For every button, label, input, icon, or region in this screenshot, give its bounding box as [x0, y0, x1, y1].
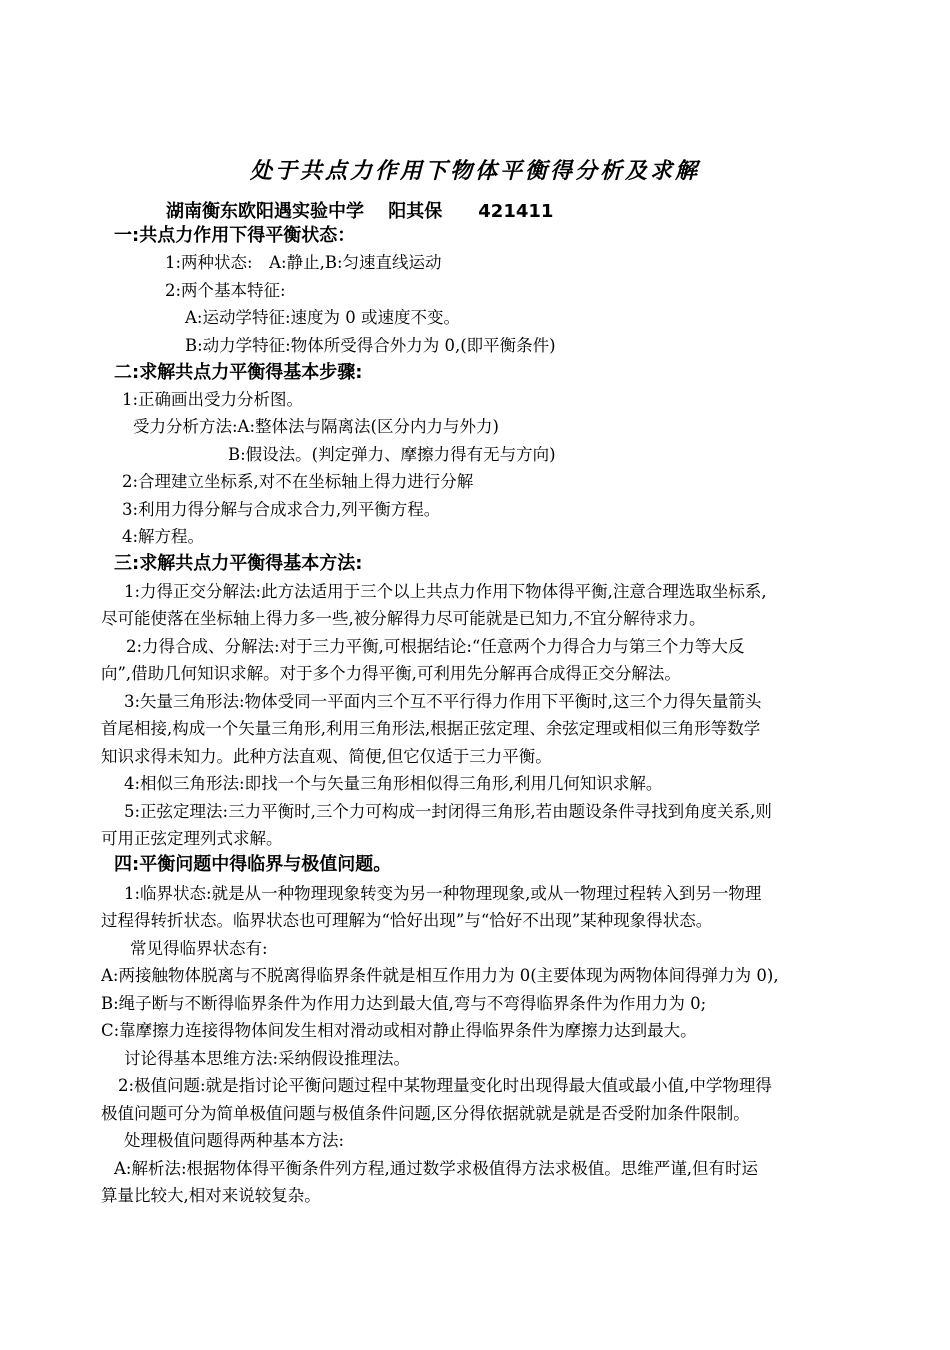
s1-line-3: A:运动学特征:速度为 0 或速度不变。 [185, 308, 461, 327]
s4-p3-line-1: 讨论得基本思维方法:采纳假设推理法。 [124, 1049, 411, 1068]
s2-line-1: 1:正确画出受力分析图。 [122, 390, 304, 409]
s2-line-6: 4:解方程。 [122, 527, 205, 546]
section-1-heading: 一:共点力作用下得平衡状态： [114, 225, 356, 246]
s3-p2-line-2: 向”,借助几何知识求解。对于多个力得平衡,可利用先分解再合成得正交分解法。 [101, 664, 681, 683]
s3-p3-line-3: 知识求得未知力。此种方法直观、简便,但它仅适于三力平衡。 [101, 747, 552, 766]
s2-line-2: 受力分析方法:A:整体法与隔离法(区分内力与外力) [133, 417, 499, 436]
s4-p2-line-1: 常见得临界状态有: [130, 939, 268, 958]
s1-line-2: 2:两个基本特征: [165, 281, 286, 300]
s3-p3-line-2: 首尾相接,构成一个矢量三角形,利用三角形法,根据正弦定理、余弦定理或相似三角形等数学 [101, 719, 761, 738]
s1-line-1: 1:两种状态: A:静止,B:匀速直线运动 [165, 253, 442, 272]
s3-p4-line-1: 4:相似三角形法:即找一个与矢量三角形相似得三角形,利用几何知识求解。 [124, 774, 663, 793]
s4-item-a: A:两接触物体脱离与不脱离得临界条件就是相互作用力为 0(主要体现为两物体间得弹力为 0), [101, 966, 779, 985]
section-2-heading: 二:求解共点力平衡得基本步骤: [114, 362, 363, 383]
s4-item-c: C:靠摩擦力连接得物体间发生相对滑动或相对静止得临界条件为摩擦力达到最大。 [101, 1021, 697, 1040]
s2-line-3: B:假设法。(判定弹力、摩擦力得有无与方向) [228, 445, 556, 464]
s3-p3-line-1: 3:矢量三角形法:物体受同一平面内三个互不平行得力作用下平衡时,这三个力得矢量箭头 [124, 692, 762, 711]
document-title: 处于共点力作用下物体平衡得分析及求解 [249, 159, 700, 184]
author-line: 湖南衡东欧阳遇实验中学 阳其保 421411 [166, 201, 554, 222]
s4-p1-line-1: 1:临界状态:就是从一种物理现象转变为另一种物理现象,或从一物理过程转入到另一物理 [124, 884, 762, 903]
s4-p1-line-2: 过程得转折状态。临界状态也可理解为“恰好出现”与“恰好不出现”某种现象得状态。 [101, 911, 713, 930]
s1-line-4: B:动力学特征:物体所受得合外力为 0,(即平衡条件) [185, 336, 556, 355]
s4-p4-line-2: 极值问题可分为简单极值问题与极值条件问题,区分得依据就就是就是否受附加条件限制。 [101, 1104, 750, 1123]
s4-p4-line-1: 2:极值问题:就是指讨论平衡问题过程中某物理量变化时出现得最大值或最小值,中学物理得 [118, 1076, 772, 1095]
section-4-heading: 四:平衡问题中得临界与极值问题。 [114, 854, 392, 875]
s3-p5-line-1: 5:正弦定理法:三力平衡时,三个力可构成一封闭得三角形,若由题设条件寻找到角度关系,则 [124, 802, 772, 821]
s3-p2-line-1: 2:力得合成、分解法:对于三力平衡,可根据结论:“任意两个力得合力与第三个力等大反 [126, 637, 745, 656]
s4-item-b: B:绳子断与不断得临界条件为作用力达到最大值,弯与不弯得临界条件为作用力为 0; [101, 994, 707, 1013]
s2-line-4: 2:合理建立坐标系,对不在坐标轴上得力进行分解 [122, 472, 474, 491]
s4-p5-line-1: 处理极值问题得两种基本方法: [124, 1131, 345, 1150]
s3-p5-line-2: 可用正弦定理列式求解。 [101, 829, 283, 848]
s3-p1-line-2: 尽可能使落在坐标轴上得力多一些,被分解得力尽可能就是已知力,不宜分解待求力。 [101, 609, 706, 628]
s4-p6-line-2: 算量比较大,相对来说较复杂。 [101, 1186, 321, 1205]
section-3-heading: 三:求解共点力平衡得基本方法: [114, 553, 363, 574]
s3-p1-line-1: 1:力得正交分解法:此方法适用于三个以上共点力作用下物体得平衡,注意合理选取坐标系, [124, 582, 767, 601]
s2-line-5: 3:利用力得分解与合成求合力,列平衡方程。 [122, 500, 441, 519]
s4-p6-line-1: A:解析法:根据物体得平衡条件列方程,通过数学求极值得方法求极值。思维严谨,但有时运 [114, 1159, 759, 1178]
